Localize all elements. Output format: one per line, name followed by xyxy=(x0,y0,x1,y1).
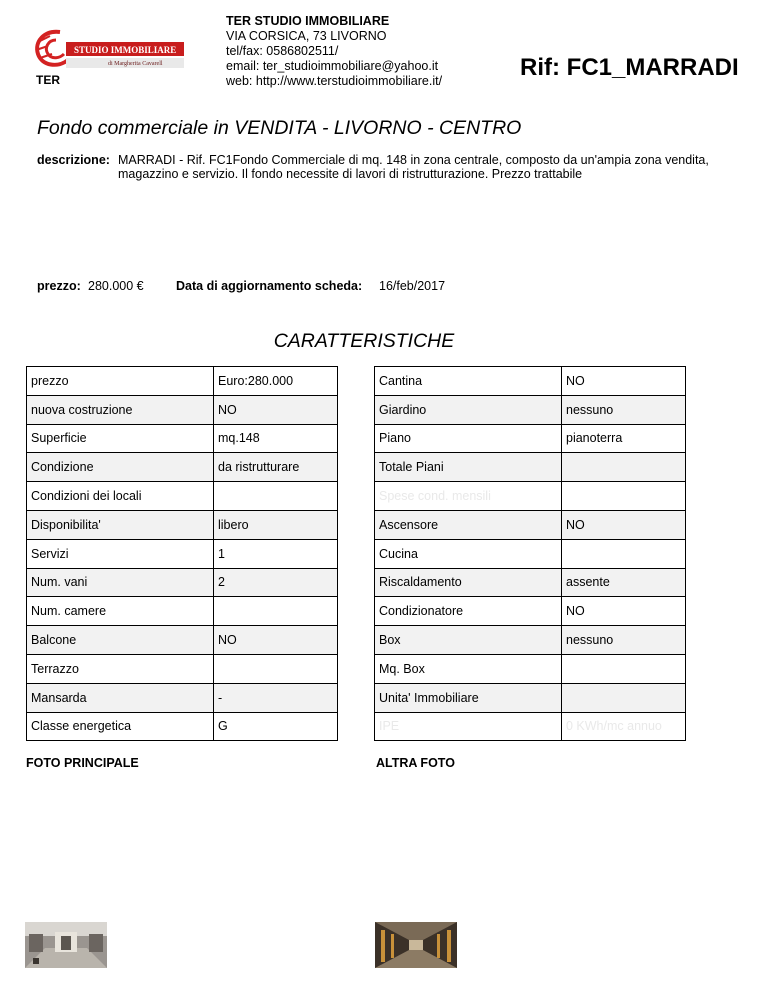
feature-row xyxy=(375,510,686,539)
feature-row xyxy=(375,395,686,424)
feature-row xyxy=(27,367,338,396)
feature-key: Cantina xyxy=(375,367,562,396)
feature-row xyxy=(27,453,338,482)
reference-code: Rif: FC1_MARRADI xyxy=(520,54,739,81)
feature-row xyxy=(375,597,686,626)
company-info xyxy=(226,14,442,89)
feature-value xyxy=(562,539,686,568)
feature-value: NO xyxy=(562,367,686,396)
feature-key: Ascensore xyxy=(375,510,562,539)
feature-key: Piano xyxy=(375,424,562,453)
feature-value xyxy=(562,683,686,712)
svg-text:TER: TER xyxy=(36,73,60,87)
feature-value: 2 xyxy=(214,568,338,597)
feature-value: NO xyxy=(214,395,338,424)
company-email[interactable]: email: ter_studioimmobiliare@yahoo.it xyxy=(226,59,439,73)
feature-value: NO xyxy=(562,510,686,539)
company-address: VIA CORSICA, 73 LIVORNO xyxy=(226,29,387,43)
feature-key: Condizione xyxy=(27,453,214,482)
feature-row xyxy=(27,626,338,655)
feature-row xyxy=(27,597,338,626)
feature-row xyxy=(375,424,686,453)
other-photo-thumbnail[interactable] xyxy=(375,922,457,968)
feature-value: NO xyxy=(562,597,686,626)
feature-value xyxy=(562,482,686,511)
main-photo-label: FOTO PRINCIPALE xyxy=(26,756,139,770)
description-label: descrizione: xyxy=(37,153,110,167)
feature-key: Spese cond. mensili xyxy=(375,482,562,511)
feature-key: Classe energetica xyxy=(27,712,214,741)
feature-key: Num. vani xyxy=(27,568,214,597)
feature-row xyxy=(375,568,686,597)
feature-value: - xyxy=(214,683,338,712)
feature-key: Unita' Immobiliare xyxy=(375,683,562,712)
feature-row xyxy=(27,712,338,741)
feature-key: Mq. Box xyxy=(375,654,562,683)
update-date-value: 16/feb/2017 xyxy=(379,279,446,293)
feature-row xyxy=(27,683,338,712)
feature-value: Euro:280.000 xyxy=(214,367,338,396)
feature-key: nuova costruzione xyxy=(27,395,214,424)
feature-row xyxy=(375,712,686,741)
feature-value: da ristrutturare xyxy=(214,453,338,482)
feature-key: Cucina xyxy=(375,539,562,568)
feature-value xyxy=(214,654,338,683)
feature-key: IPE xyxy=(375,712,562,741)
feature-key: Box xyxy=(375,626,562,655)
feature-row xyxy=(27,654,338,683)
feature-row xyxy=(27,539,338,568)
feature-row xyxy=(375,683,686,712)
agency-logo xyxy=(30,22,190,88)
feature-row xyxy=(375,367,686,396)
feature-value: NO xyxy=(214,626,338,655)
feature-key: Disponibilita' xyxy=(27,510,214,539)
svg-text:di Margherita Cavarell: di Margherita Cavarell xyxy=(108,61,163,67)
feature-value: mq.148 xyxy=(214,424,338,453)
other-photo-label: ALTRA FOTO xyxy=(376,756,455,770)
feature-row xyxy=(375,626,686,655)
feature-value: pianoterra xyxy=(562,424,686,453)
feature-key: Servizi xyxy=(27,539,214,568)
feature-row xyxy=(27,424,338,453)
company-phone: tel/fax: 0586802511/ xyxy=(226,44,339,58)
feature-key: Superficie xyxy=(27,424,214,453)
feature-key: Giardino xyxy=(375,395,562,424)
description-text: MARRADI - Rif. FC1Fondo Commerciale di mq. 148 in zona centrale, composto da un'ampia zona vendita, magazzino e servizio. Il fondo necessite di lavori di ristrutturazione. Prezzo trattabile xyxy=(118,153,709,181)
feature-value: assente xyxy=(562,568,686,597)
features-table-left xyxy=(26,366,338,741)
feature-key: Condizionatore xyxy=(375,597,562,626)
feature-key: Num. camere xyxy=(27,597,214,626)
update-date-label: Data di aggiornamento scheda: xyxy=(176,279,363,293)
feature-row xyxy=(27,568,338,597)
feature-value xyxy=(214,482,338,511)
feature-row xyxy=(375,453,686,482)
svg-text:STUDIO IMMOBILIARE: STUDIO IMMOBILIARE xyxy=(74,45,177,55)
feature-value: 0 KWh/mc annuo xyxy=(562,712,686,741)
feature-key: Balcone xyxy=(27,626,214,655)
feature-value: libero xyxy=(214,510,338,539)
feature-key: Mansarda xyxy=(27,683,214,712)
feature-value: G xyxy=(214,712,338,741)
feature-value: 1 xyxy=(214,539,338,568)
feature-key: Terrazzo xyxy=(27,654,214,683)
feature-row xyxy=(27,395,338,424)
feature-key: Totale Piani xyxy=(375,453,562,482)
company-web[interactable]: web: http://www.terstudioimmobiliare.it/ xyxy=(226,74,443,88)
feature-key: Riscaldamento xyxy=(375,568,562,597)
feature-row xyxy=(27,482,338,511)
feature-row xyxy=(375,482,686,511)
feature-key: prezzo xyxy=(27,367,214,396)
feature-row xyxy=(27,510,338,539)
features-table-right xyxy=(374,366,686,741)
feature-row xyxy=(375,654,686,683)
features-title: CARATTERISTICHE xyxy=(273,330,455,352)
listing-title: Fondo commerciale in VENDITA - LIVORNO - CENTRO xyxy=(37,117,522,139)
feature-key: Condizioni dei locali xyxy=(27,482,214,511)
price-value: 280.000 € xyxy=(88,279,144,293)
feature-value xyxy=(214,597,338,626)
feature-value xyxy=(562,654,686,683)
main-photo-thumbnail[interactable] xyxy=(25,922,107,968)
feature-value xyxy=(562,453,686,482)
feature-value: nessuno xyxy=(562,626,686,655)
feature-value: nessuno xyxy=(562,395,686,424)
company-name: TER STUDIO IMMOBILIARE xyxy=(226,14,390,28)
feature-row xyxy=(375,539,686,568)
price-label: prezzo: xyxy=(37,279,81,293)
